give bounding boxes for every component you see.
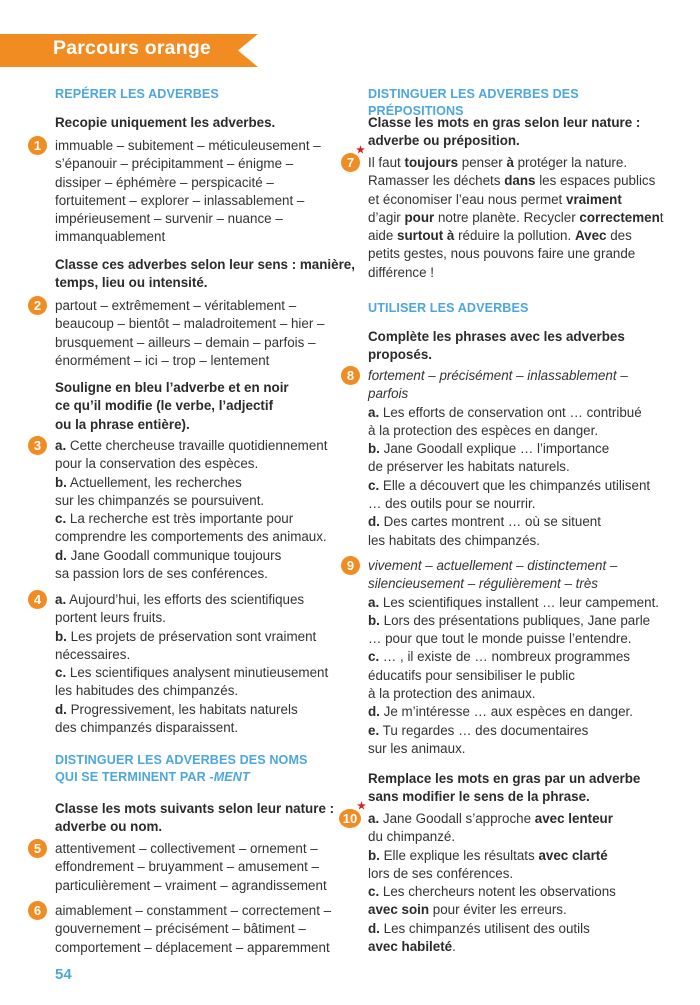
text-line: brusquement – ailleurs – demain – parfois – (55, 334, 316, 350)
sentence-text: les habitats des chimpanzés. (368, 532, 540, 548)
sentence-text: petits gestes, nous pouvons faire une grande (368, 246, 636, 262)
instruction-line: ou la phrase entière). (55, 416, 190, 432)
exercise-4 (33, 591, 345, 737)
exercise-1 (33, 137, 345, 247)
sentence-text: Jane Goodall s’approche (379, 811, 535, 826)
sentence-text: protéger la nature. (513, 155, 628, 170)
word-list: fortement – précisément – inlassablement – (368, 368, 628, 383)
item-letter: b. (368, 612, 380, 628)
sentence-text: sa passion lors de ses conférences. (55, 566, 268, 582)
text-line: effondrement – bruyamment – amusement – (55, 859, 319, 875)
exercise-8 (346, 367, 658, 550)
instruction-line: ce qu’il modifie (le verbe, l’adjectif (55, 398, 274, 414)
sentence-text: Les scientifiques analysent minutieusement (66, 665, 329, 681)
sentence-text: réduire la pollution. (454, 228, 575, 244)
sentence-text: Cette chercheuse travaille quotidiennement (66, 438, 328, 453)
bold-phrase: avec soin (368, 902, 430, 918)
sentence-text: penser (458, 155, 507, 170)
sentence-text: éducatifs pour sensibiliser le public (368, 667, 575, 683)
item-letter: a. (55, 592, 67, 607)
page-number: 54 (55, 966, 72, 983)
item-letter: d. (368, 920, 380, 936)
item-letter: b. (55, 474, 67, 490)
instruction-line: Classe les mots suivants selon leur nature : (55, 801, 335, 816)
text-line: fortuitement – explorer – inlassablement – (55, 192, 305, 208)
sentence-text: Les chercheurs notent les observations (379, 884, 616, 900)
sentence-text: Des cartes montrent … où se situent (379, 514, 601, 530)
item-letter: c. (55, 511, 67, 527)
section-title-reperer: REPÉRER LES ADVERBES (55, 87, 219, 101)
sentence-text: Tu regardes … des documentaires (379, 722, 589, 738)
sentence-text: Les chimpanzés utilisent des outils (379, 920, 590, 936)
sentence-text: Elle explique les résultats (379, 847, 539, 863)
instruction-line: temps, lieu ou intensité. (55, 275, 208, 291)
star-icon: ★ (356, 145, 365, 156)
sentence-text: pour la conservation des espèces. (55, 456, 259, 472)
item-letter: d. (55, 547, 67, 563)
sentence-text: différence ! (368, 264, 435, 280)
sentence-text: Les scientifiques installent … leur campement. (379, 594, 660, 610)
bold-phrase: avec lenteur (534, 811, 613, 826)
text-line: gouvernement – précisément – bâtiment – (55, 921, 306, 937)
instruction-line: Classe les mots en gras selon leur nature : (368, 115, 641, 130)
item-letter: b. (55, 628, 67, 644)
item-letter: e. (368, 722, 380, 738)
sentence-text: t (659, 209, 664, 225)
sentence-text: de préserver les habitats naturels. (368, 459, 570, 475)
sentence-text: nécessaires. (55, 646, 131, 662)
star-icon: ★ (357, 801, 366, 812)
exercise-number-text: 7 (346, 155, 355, 170)
instruction-line: adverbe ou préposition. (368, 133, 520, 149)
sentence-text: Jane Goodall communique toujours (66, 547, 282, 563)
item-letter: a. (368, 594, 380, 610)
instruction-complete (368, 328, 625, 365)
text-line: particulièrement – vraiment – agrandissement (55, 877, 327, 893)
sentence-text: … pour que tout le monde puisse l’entendre. (368, 631, 632, 647)
sentence-text: à la protection des espèces en danger. (368, 422, 599, 438)
section-title-line: DISTINGUER LES ADVERBES DES NOMS (55, 753, 308, 767)
bold-word: dans (504, 173, 536, 189)
instruction-classe-nature (55, 800, 334, 837)
instruction-line: Souligne en bleu l’adverbe et en noir (55, 380, 289, 395)
bold-phrase: avec clarté (538, 847, 608, 863)
section-title-noms (55, 752, 308, 786)
item-letter: b. (368, 847, 380, 863)
exercise-number-4: 4 (28, 590, 47, 609)
text-line: comportement – déplacement – apparemment (55, 939, 330, 955)
sentence-text: Lors des présentations publiques, Jane parle (379, 612, 651, 628)
instruction-line: adverbe ou nom. (55, 819, 163, 835)
sentence-text: sur les animaux. (368, 740, 466, 756)
sentence-text: notre planète. Recycler (434, 209, 580, 225)
item-letter: a. (55, 438, 67, 453)
sentence-text: Progressivement, les habitats naturels (66, 701, 298, 717)
sentence-text: Actuellement, les recherches (66, 474, 242, 490)
item-letter: c. (368, 477, 380, 493)
item-letter: a. (368, 404, 380, 420)
text-line: attentivement – collectivement – ornement – (55, 841, 318, 856)
sentence-text: … des outils pour se nourrir. (368, 496, 536, 512)
bold-word: pour (404, 209, 435, 225)
bold-word: à (446, 228, 455, 244)
sentence-text: du chimpanzé. (368, 829, 456, 845)
sentence-text: Les efforts de conservation ont … contribué (379, 404, 642, 420)
sentence-text: portent leurs fruits. (55, 610, 166, 626)
bold-word: à (506, 155, 514, 170)
banner-title: Parcours orange (53, 37, 211, 59)
sentence-text: Aujourd’hui, les efforts des scientifiques (66, 592, 305, 607)
instruction-line: sans modifier le sens de la phrase. (368, 789, 590, 805)
section-title-line: QUI SE TERMINENT PAR (55, 770, 210, 784)
sentence-text: et économiser l’eau nous permet (368, 191, 566, 207)
sentence-text: Il faut (368, 155, 405, 170)
exercise-number-5: 5 (28, 839, 47, 858)
sentence-text: … , il existe de … nombreux programmes (379, 649, 630, 665)
instruction-line: Remplace les mots en gras par un adverbe (368, 771, 641, 786)
item-letter: d. (368, 514, 380, 530)
instruction-prep (368, 114, 640, 151)
exercise-number-8: 8 (341, 366, 360, 385)
exercise-7 (346, 145, 664, 282)
sentence-text: Les projets de préservation sont vraiment (66, 628, 317, 644)
sentence-text: des (606, 228, 632, 244)
instruction-recopie: Recopie uniquement les adverbes. (55, 115, 276, 130)
text-line: beaucoup – bientôt – maladroitement – hier – (55, 316, 325, 332)
instruction-line: proposés. (368, 347, 432, 363)
exercise-number-2: 2 (28, 296, 47, 315)
instruction-line: Classe ces adverbes selon leur sens : manière, (55, 257, 355, 272)
bold-word: toujours (404, 155, 459, 170)
item-letter: a. (368, 811, 380, 826)
word-list: vivement – actuellement – distinctement – (368, 558, 618, 573)
bold-word: Avec (574, 228, 607, 244)
sentence-text: lors de ses conférences. (368, 865, 514, 881)
instruction-souligne (55, 379, 289, 434)
text-line: aimablement – constamment – correctement – (55, 903, 332, 918)
sentence-text: Elle a découvert que les chimpanzés utilisent (379, 477, 651, 493)
sentence-text: Jane Goodall explique … l’importance (379, 441, 610, 457)
text-line: énormément – ici – trop – lentement (55, 352, 270, 368)
exercise-number-3: 3 (28, 436, 47, 455)
exercise-3 (33, 437, 345, 583)
exercise-number-10 (339, 801, 366, 828)
item-letter: d. (368, 704, 380, 720)
instruction-line: Complète les phrases avec les adverbes (368, 329, 625, 344)
exercise-number-6: 6 (28, 901, 47, 920)
exercise-10 (342, 801, 658, 956)
exercise-6 (33, 902, 345, 957)
item-letter: c. (368, 884, 380, 900)
exercise-number-1: 1 (28, 136, 47, 155)
exercise-number-7 (341, 145, 365, 172)
instruction-remplace (368, 770, 640, 807)
sentence-text: Ramasser les déchets (368, 173, 505, 189)
section-banner (0, 34, 258, 67)
bold-word: correctemen (579, 209, 660, 225)
sentence-text: Je m’intéresse … aux espèces en danger. (379, 704, 633, 720)
exercise-2 (33, 297, 345, 370)
text-line: immanquablement (55, 229, 166, 245)
bold-word: vraiment (566, 191, 622, 207)
text-line: dissiper – éphémère – perspicacité – (55, 174, 274, 190)
sentence-text: pour éviter les erreurs. (429, 902, 567, 918)
section-title-utiliser: UTILISER LES ADVERBES (368, 301, 529, 315)
bold-word: surtout (397, 228, 444, 244)
sentence-text: aide (368, 228, 398, 244)
item-letter: c. (55, 665, 67, 681)
item-letter: b. (368, 441, 380, 457)
sentence-text: les espaces publics (535, 173, 656, 189)
item-letter: d. (55, 701, 67, 717)
sentence-text: sur les chimpanzés se poursuivent. (55, 492, 265, 508)
exercise-number-text: 10 (342, 811, 358, 826)
word-list: parfois (368, 386, 409, 402)
text-line: impérieusement – survenir – nuance – (55, 211, 283, 227)
section-title-ment: -MENT (209, 770, 250, 784)
text-line: partout – extrêmement – véritablement – (55, 298, 297, 313)
text-line: s’épanouir – précipitamment – énigme – (55, 156, 294, 172)
word-list: silencieusement – régulièrement – très (368, 576, 598, 592)
exercise-9 (346, 557, 660, 758)
sentence-text: des chimpanzés disparaissent. (55, 720, 239, 736)
item-letter: c. (368, 649, 380, 665)
exercise-5 (33, 840, 345, 895)
sentence-text: comprendre les comportements des animaux. (55, 529, 327, 545)
exercise-number-9: 9 (341, 556, 360, 575)
sentence-text: La recherche est très importante pour (66, 511, 294, 527)
text-line: immuable – subitement – méticuleusement – (55, 138, 321, 153)
bold-phrase: avec habileté (368, 939, 453, 955)
sentence-text: à la protection des animaux. (368, 686, 536, 702)
sentence-text: d’agir (368, 209, 405, 225)
sentence-text: les habitudes des chimpanzés. (55, 683, 239, 699)
sentence-text: . (452, 939, 456, 955)
section-title-prepositions: DISTINGUER LES ADVERBES DES PRÉPOSITIONS (368, 87, 579, 118)
instruction-classe-sens (55, 256, 355, 293)
